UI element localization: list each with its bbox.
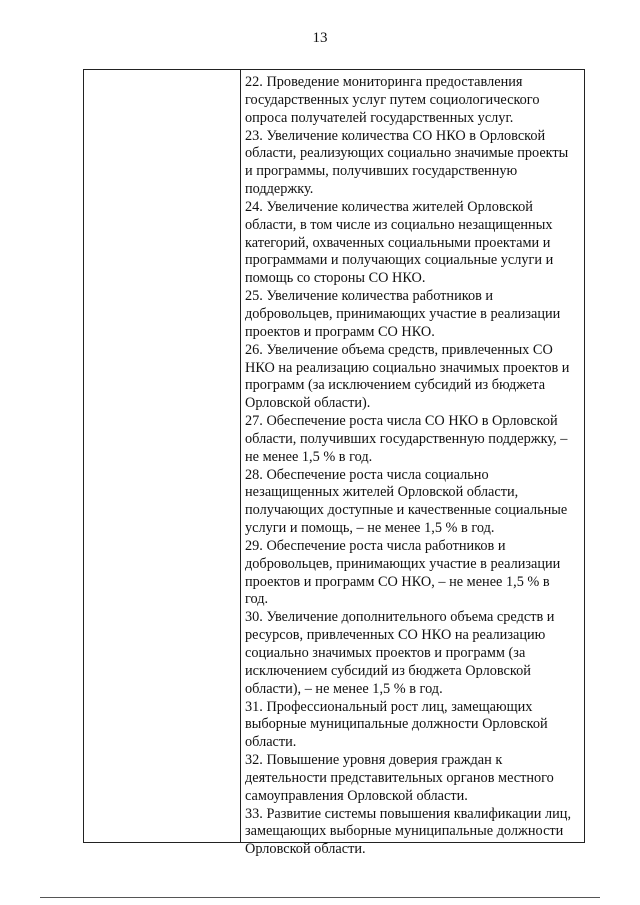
item-line: области), – не менее 1,5 % в год. [245, 680, 443, 697]
item-line: проектов и программ СО НКО, – не менее 1,5 % в [245, 573, 550, 590]
item-line: не менее 1,5 % в год. [245, 448, 373, 465]
table-right-cell [245, 74, 582, 858]
list-item [245, 752, 582, 806]
list-item [245, 74, 582, 128]
table-left-cell [84, 70, 240, 842]
item-line: 32. Повышение уровня доверия граждан к [245, 752, 503, 769]
item-line: добровольцев, принимающих участие в реализации [245, 555, 561, 572]
item-line: и программы, получивших государственную [245, 163, 518, 180]
item-line: НКО на реализацию социально значимых проектов и [245, 359, 570, 376]
item-line: области, получивших государственную поддержку, – [245, 430, 568, 447]
list-item [245, 699, 582, 753]
item-line: 33. Развитие системы повышения квалификации лиц, [245, 805, 572, 822]
item-line: области, в том числе из социально незащищенных [245, 216, 553, 233]
item-line: исключением субсидий из бюджета Орловской [245, 662, 531, 679]
item-line: 31. Профессиональный рост лиц, замещающих [245, 698, 533, 715]
item-line: программами и получающих социальные услуги и [245, 252, 554, 269]
item-line: поддержку. [245, 181, 314, 198]
list-item [245, 467, 582, 538]
item-line: незащищенных жителей Орловской области, [245, 484, 519, 501]
item-line: 22. Проведение мониторинга предоставления [245, 74, 523, 90]
item-line: проектов и программ СО НКО. [245, 323, 435, 340]
item-line: помощь со стороны СО НКО. [245, 270, 426, 287]
list-item [245, 538, 582, 609]
list-item [245, 288, 582, 342]
item-line: добровольцев, принимающих участие в реализации [245, 305, 561, 322]
item-line: самоуправления Орловской области. [245, 787, 468, 804]
item-line: Орловской области). [245, 395, 371, 412]
item-line: услуги и помощь, – не менее 1,5 % в год. [245, 520, 495, 537]
item-line: государственных услуг путем социологического [245, 91, 540, 108]
item-line: получающих доступные и качественные социальные [245, 502, 568, 519]
item-line: 29. Обеспечение роста числа работников и [245, 537, 506, 554]
item-line: замещающих выборные муниципальные должности [245, 823, 564, 840]
item-line: Орловской области. [245, 841, 366, 858]
item-line: выборные муниципальные должности Орловской [245, 716, 548, 733]
list-item [245, 609, 582, 698]
item-line: социально значимых проектов и программ (за [245, 645, 526, 661]
item-line: области. [245, 734, 297, 751]
item-line: 24. Увеличение количества жителей Орловской [245, 198, 533, 215]
page-bottom-rule [40, 897, 600, 898]
content-table [83, 69, 585, 858]
item-line: деятельности представительных органов местного [245, 769, 554, 786]
item-line: категорий, охваченных социальными проектами и [245, 234, 551, 251]
item-line: 28. Обеспечение роста числа социально [245, 466, 489, 483]
item-line: 25. Увеличение количества работников и [245, 288, 494, 305]
item-line: год. [245, 591, 269, 608]
item-line: области, реализующих социально значимые проекты [245, 145, 569, 162]
column-divider [240, 70, 241, 842]
item-line: 30. Увеличение дополнительного объема средств и [245, 609, 555, 626]
list-item [245, 342, 582, 413]
item-line: 26. Увеличение объема средств, привлеченных СО [245, 341, 553, 358]
list-item [245, 413, 582, 467]
page-number: 13 [312, 30, 328, 46]
list-item [245, 806, 582, 860]
item-line: опроса получателей государственных услуг. [245, 109, 514, 126]
list-item [245, 128, 582, 199]
list-item [245, 199, 582, 288]
item-line: программ (за исключением субсидий из бюджета [245, 377, 546, 394]
item-line: 23. Увеличение количества СО НКО в Орловской [245, 127, 546, 144]
item-line: ресурсов, привлеченных СО НКО на реализацию [245, 627, 546, 644]
item-line: 27. Обеспечение роста числа СО НКО в Орловской [245, 413, 558, 430]
